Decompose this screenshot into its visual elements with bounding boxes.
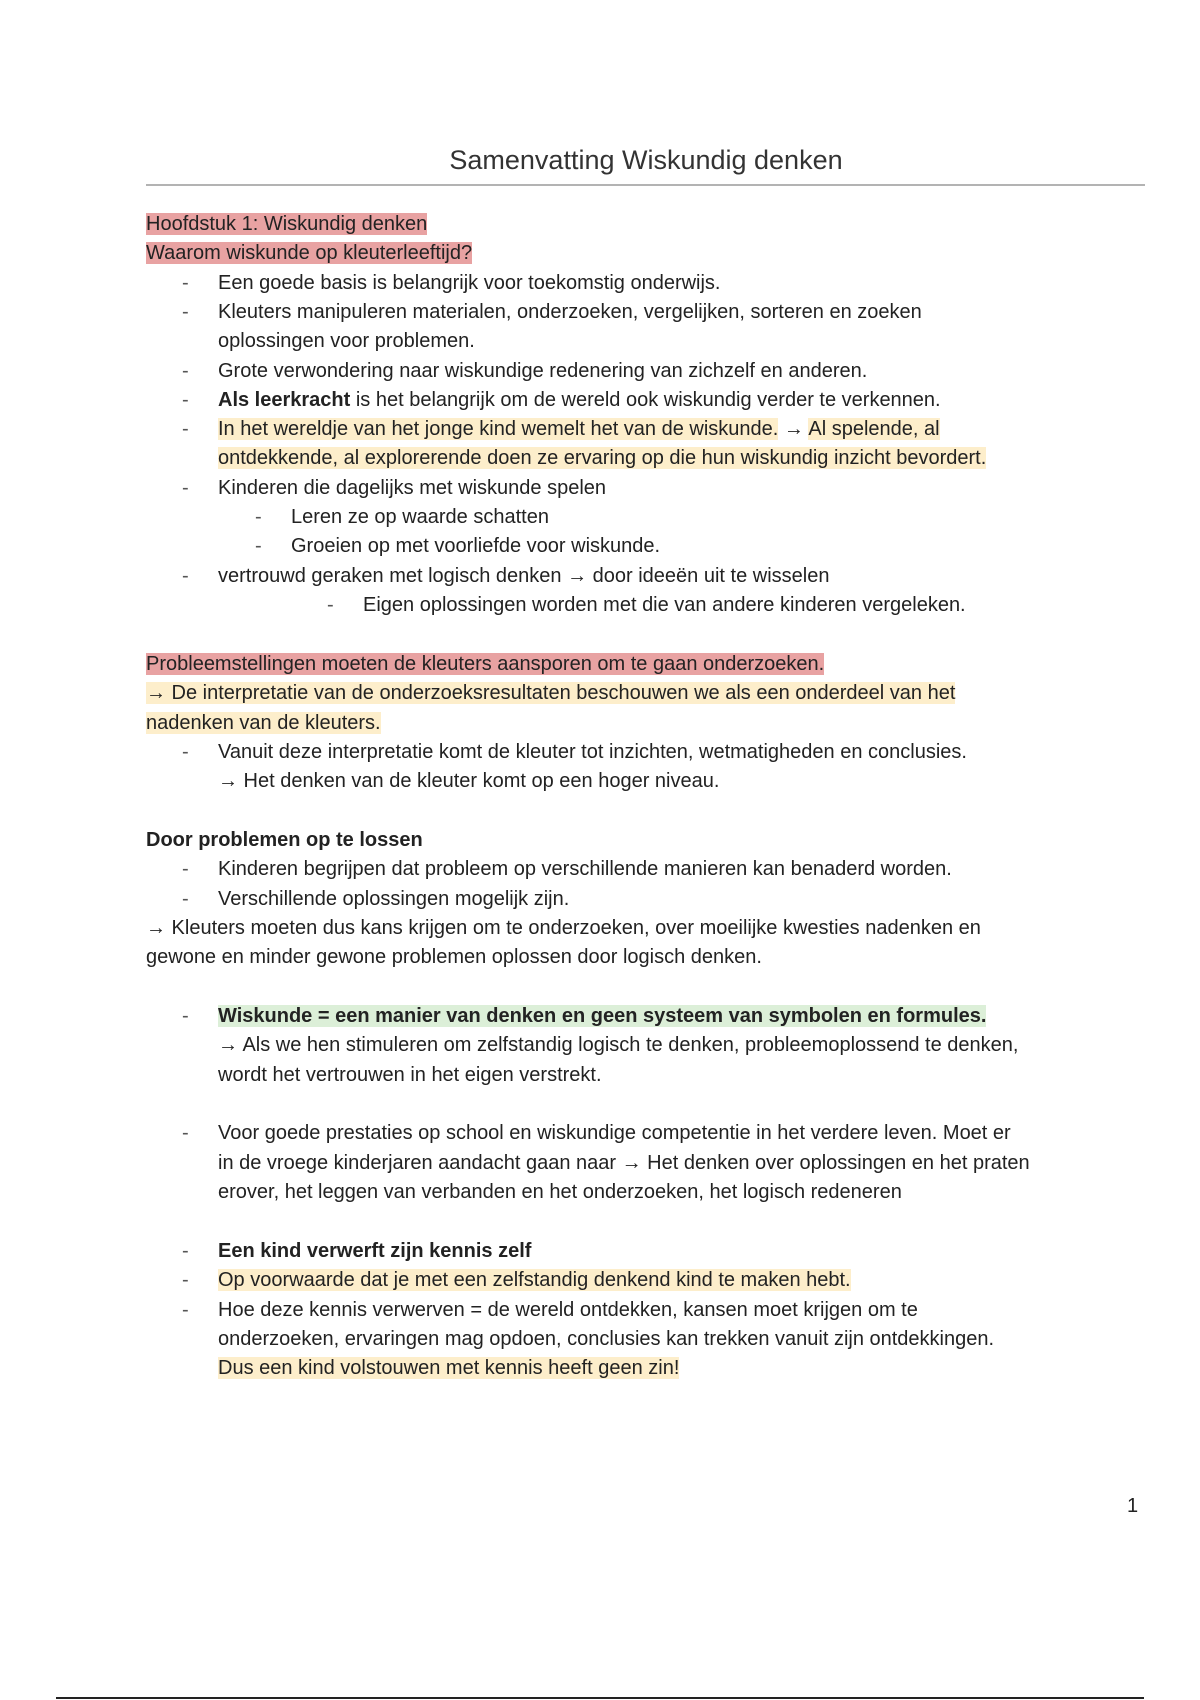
bullet-marker: - <box>182 1122 189 1144</box>
list-item <box>218 1002 986 1031</box>
list-item-continuation <box>218 1354 679 1383</box>
bold-phrase: Als leerkracht <box>218 389 351 411</box>
sub-list-item: Groeien op met voorliefde voor wiskunde. <box>291 535 661 557</box>
document-title: Samenvatting Wiskundig denken <box>449 145 843 175</box>
list-item: Kleuters manipuleren materialen, onderzoeken, vergelijken, sorteren en zoeken <box>218 301 922 323</box>
sub-list-item: Eigen oplossingen worden met die van andere kinderen vergeleken. <box>363 594 966 616</box>
bullet-marker: - <box>182 1299 189 1321</box>
sub-bullet-marker: - <box>327 594 334 616</box>
paragraph-line <box>146 709 381 738</box>
paragraph-line <box>146 679 955 708</box>
highlighted-text: Al spelende, al <box>808 418 940 440</box>
highlighted-text: Op voorwaarde dat je met een zelfstandig denkend kind te maken hebt. <box>218 1269 851 1291</box>
list-item <box>218 1266 851 1295</box>
paragraph-line: → Kleuters moeten dus kans krijgen om te onderzoeken, over moeilijke kwesties nadenken en <box>146 917 981 939</box>
bullet-marker: - <box>182 1240 189 1262</box>
list-item: Een goede basis is belangrijk voor toekomstig onderwijs. <box>218 272 721 294</box>
title-divider <box>146 184 1145 186</box>
list-item: Hoe deze kennis verwerven = de wereld ontdekken, kansen moet krijgen om te <box>218 1299 918 1321</box>
highlighted-text: Dus een kind volstouwen met kennis heeft geen zin! <box>218 1357 680 1379</box>
list-item-continuation: → Als we hen stimuleren om zelfstandig logisch te denken, probleemoplossend te denken, <box>218 1034 1019 1056</box>
highlighted-text: ontdekkende, al explorerende doen ze ervaring op die hun wiskundig inzicht bevordert. <box>218 447 987 469</box>
chapter-heading: Hoofdstuk 1: Wiskundig denken <box>146 213 428 235</box>
page-number: 1 <box>1127 1495 1139 1517</box>
list-item-continuation: in de vroege kinderjaren aandacht gaan naar → Het denken over oplossingen en het praten <box>218 1152 1030 1174</box>
list-item: Verschillende oplossingen mogelijk zijn. <box>218 888 570 910</box>
sub-bullet-marker: - <box>255 506 262 528</box>
list-item-continuation <box>218 444 986 473</box>
bullet-marker: - <box>182 858 189 880</box>
list-item: Kinderen begrijpen dat probleem op verschillende manieren kan benaderd worden. <box>218 858 952 880</box>
sub-bullet-marker: - <box>255 535 262 557</box>
highlighted-text: Wiskunde = een manier van denken en geen systeem van symbolen en formules. <box>218 1005 987 1027</box>
list-item: In het wereldje van het jonge kind wemelt het van de wiskunde. → Al spelende, al <box>218 418 940 440</box>
list-item-continuation: wordt het vertrouwen in het eigen verstrekt. <box>218 1064 602 1086</box>
list-item-continuation: oplossingen voor problemen. <box>218 330 475 352</box>
section-heading: Door problemen op te lossen <box>146 829 423 851</box>
bullet-marker: - <box>182 741 189 763</box>
list-item: Een kind verwerft zijn kennis zelf <box>218 1240 532 1262</box>
list-item-continuation: erover, het leggen van verbanden en het onderzoeken, het logisch redeneren <box>218 1181 902 1203</box>
list-item: Voor goede prestaties op school en wiskundige competentie in het verdere leven. Moet er <box>218 1122 1011 1144</box>
bullet-marker: - <box>182 1269 189 1291</box>
bullet-marker: - <box>182 360 189 382</box>
bullet-marker: - <box>182 1005 189 1027</box>
bullet-marker: - <box>182 565 189 587</box>
bullet-marker: - <box>182 477 189 499</box>
list-item: Kinderen die dagelijks met wiskunde spelen <box>218 477 607 499</box>
section-heading: Probleemstellingen moeten de kleuters aansporen om te gaan onderzoeken. <box>146 653 825 675</box>
list-item: Vanuit deze interpretatie komt de kleuter tot inzichten, wetmatigheden en conclusies. <box>218 741 967 763</box>
footer-divider <box>56 1697 1144 1699</box>
bullet-marker: - <box>182 888 189 910</box>
bullet-marker: - <box>182 272 189 294</box>
list-item-continuation: → Het denken van de kleuter komt op een hoger niveau. <box>218 770 720 792</box>
bullet-marker: - <box>182 418 189 440</box>
list-item: Grote verwondering naar wiskundige redenering van zichzelf en anderen. <box>218 360 868 382</box>
list-item-continuation: onderzoeken, ervaringen mag opdoen, conclusies kan trekken vanuit zijn ontdekkingen. <box>218 1328 995 1350</box>
sub-list-item: Leren ze op waarde schatten <box>291 506 549 528</box>
bullet-marker: - <box>182 389 189 411</box>
highlighted-text: In het wereldje van het jonge kind wemelt het van de wiskunde. <box>218 418 779 440</box>
list-item: vertrouwd geraken met logisch denken → door ideeën uit te wisselen <box>218 565 830 587</box>
paragraph-line: gewone en minder gewone problemen oplossen door logisch denken. <box>146 946 762 968</box>
bullet-marker: - <box>182 301 189 323</box>
highlighted-text: nadenken van de kleuters. <box>146 712 381 734</box>
question-heading: Waarom wiskunde op kleuterleeftijd? <box>146 242 473 264</box>
highlighted-text: → De interpretatie van de onderzoeksresultaten beschouwen we als een onderdeel van het <box>146 682 956 704</box>
list-item: Als leerkracht is het belangrijk om de wereld ook wiskundig verder te verkennen. <box>218 389 941 411</box>
